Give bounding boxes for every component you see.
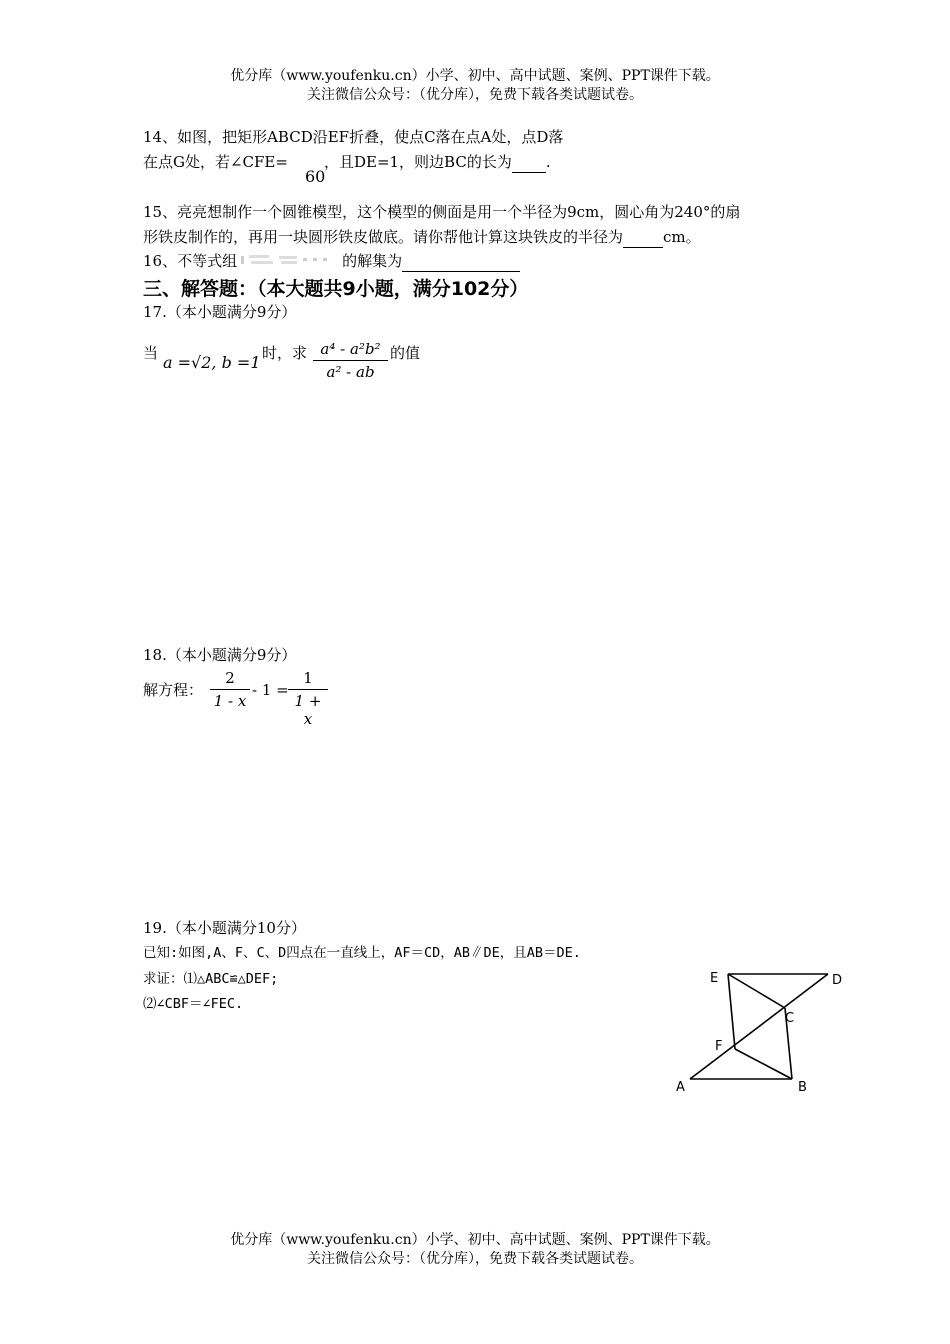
- q19-heading: 19.（本小题满分10分）: [143, 919, 306, 937]
- segment-EC: [728, 974, 785, 1008]
- q14-answer-blank: [512, 152, 546, 173]
- footer-line-2: 关注微信公众号：（优分库），免费下载各类试题试卷。: [307, 1251, 643, 1267]
- q14-text-c: .: [545, 153, 551, 171]
- q18-heading: 18.（本小题满分9分）: [143, 646, 297, 664]
- label-D: D: [832, 973, 843, 988]
- q17-mid: 时，求: [262, 344, 308, 362]
- q17-numerator: a⁴ - a²b²: [320, 340, 381, 358]
- q19-figure: [660, 960, 860, 1100]
- q15-text-b: cm。: [663, 228, 701, 246]
- q18-lhs-fraction: [210, 669, 250, 710]
- q18-lhs-denominator: 1 - x: [213, 692, 247, 710]
- q17-fraction: [313, 340, 388, 381]
- section-3-title: 三、解答题：（本大题共9小题，满分102分）: [143, 278, 529, 300]
- label-B: B: [798, 1080, 807, 1095]
- q17-tail: 的值: [390, 344, 421, 362]
- q17-condition: a =√2, b =1: [163, 353, 261, 372]
- q18-rhs-denominator: 1 + x: [294, 692, 322, 728]
- q18-rhs-numerator: 1: [303, 669, 313, 687]
- q18-label: 解方程：: [143, 681, 204, 699]
- q14-line-2: [143, 152, 551, 173]
- q14-text-b: ，且DE=1，则边BC的长为: [323, 153, 512, 171]
- q16-suffix: 的解集为: [342, 252, 403, 270]
- q17-heading: 17.（本小题满分9分）: [143, 303, 297, 321]
- label-A: A: [676, 1080, 685, 1095]
- q15-line-2: [143, 227, 701, 248]
- label-E: E: [710, 971, 719, 986]
- q14-line-1: 14、如图，把矩形ABCD沿EF折叠，使点C落在点A处，点D落: [143, 128, 564, 146]
- segment-EF: [728, 974, 735, 1049]
- header-line-2: 关注微信公众号：（优分库），免费下载各类试题试卷。: [307, 87, 643, 103]
- q17-when: 当: [143, 344, 159, 362]
- header-line-1: 优分库（www.youfenku.cn）小学、初中、高中试题、案例、PPT课件下载。: [230, 68, 720, 84]
- q19-prove-2: ⑵∠CBF＝∠FEC.: [143, 996, 244, 1012]
- q19-given: 已知:如图,A、F、C、D四点在一直线上，AF＝CD，AB∥DE，且AB＝DE.: [143, 945, 581, 961]
- q16-line: [143, 251, 520, 272]
- q19-prove-1: 求证：⑴△ABC≌△DEF;: [143, 971, 279, 987]
- q18-lhs-numerator: 2: [225, 669, 235, 687]
- q16-answer-blank: [402, 251, 520, 272]
- q15-line-1: 15、亮亮想制作一个圆锥模型，这个模型的侧面是用一个半径为9cm，圆心角为240°的扇: [143, 203, 741, 221]
- q14-text-a: 在点G处，若∠CFE=: [143, 153, 288, 171]
- label-C: C: [785, 1011, 795, 1026]
- q14-angle-value: 60: [305, 167, 326, 186]
- segment-AD: [690, 974, 828, 1079]
- blurred-formula-icon: [237, 252, 342, 266]
- label-F: F: [715, 1039, 723, 1054]
- q15-text-a: 形铁皮制作的，再用一块圆形铁皮做底。请你帮他计算这块铁皮的半径为: [143, 228, 624, 246]
- q15-answer-blank: [623, 227, 663, 248]
- q18-rhs-fraction: [288, 669, 328, 728]
- q17-denominator: a² - ab: [326, 363, 375, 381]
- q18-operator: - 1 =: [252, 681, 289, 699]
- footer-line-1: 优分库（www.youfenku.cn）小学、初中、高中试题、案例、PPT课件下载。: [230, 1232, 720, 1248]
- q16-inequality-image: [237, 251, 342, 265]
- segment-FB: [735, 1049, 792, 1079]
- q16-prefix: 16、不等式组: [143, 252, 238, 270]
